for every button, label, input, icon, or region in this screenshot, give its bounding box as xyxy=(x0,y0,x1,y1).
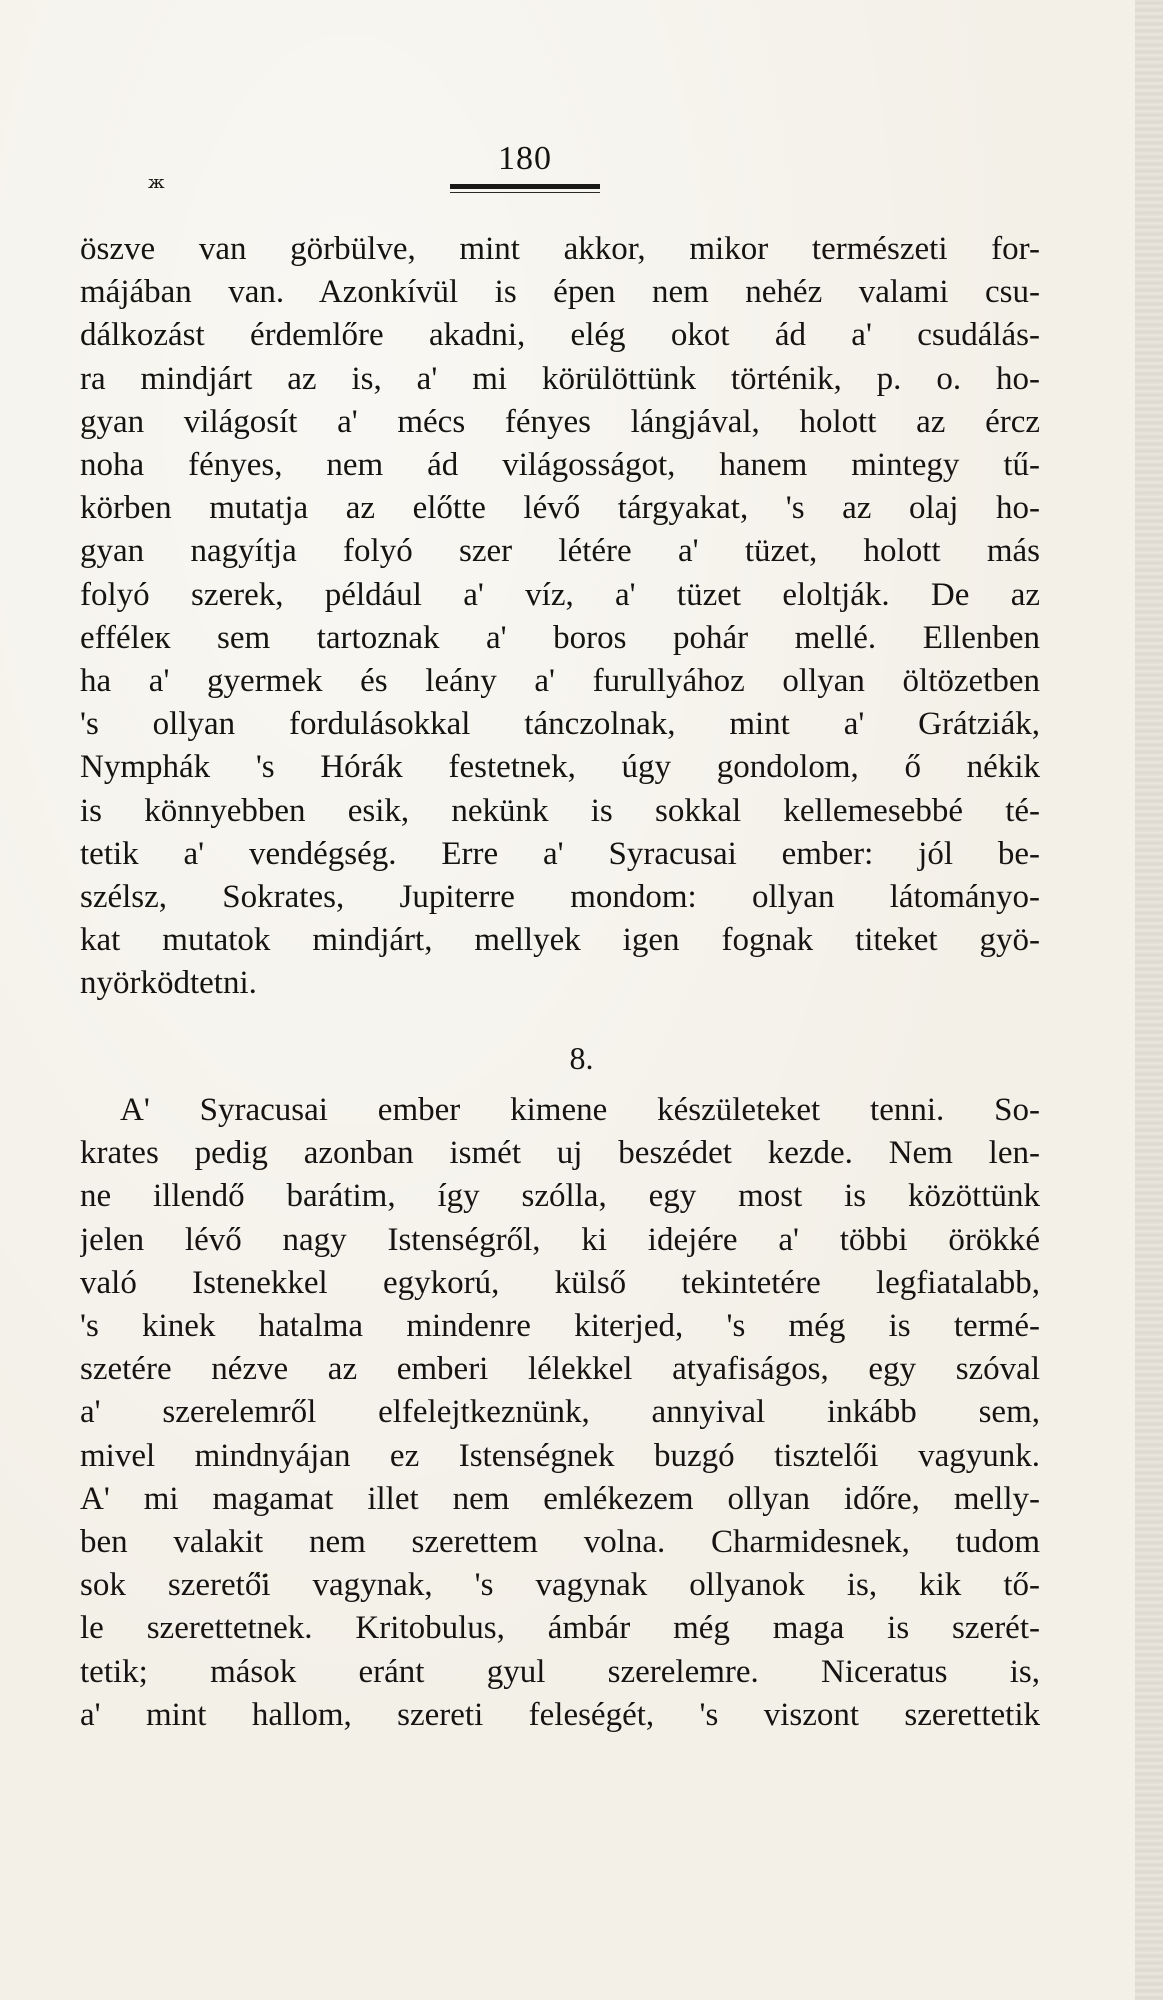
corner-mark: ж xyxy=(148,172,165,193)
header-rule-thick xyxy=(450,184,600,189)
text-line: A' Syracusai ember kimene készületeket tenni. So- xyxy=(120,1092,1040,1128)
text-line: noha fényes, nem ád világosságot, hanem mintegy tű- xyxy=(80,447,1040,484)
text-line: 's kinek hatalma mindenre kiterjed, 's még is termé- xyxy=(80,1308,1040,1345)
text-line: le szerettetnek. Kritobulus, ámbár még maga is szerét- xyxy=(80,1610,1040,1647)
text-line: gyan világosít a' mécs fényes lángjával, holott az ércz xyxy=(80,403,1040,440)
text-line: efféleк sem tartoznak a' boros pohár mellé. Ellenben xyxy=(80,619,1040,656)
text-line: szélsz, Sokrates, Jupiterre mondom: ollyan látományo- xyxy=(80,879,1040,916)
header-rule-thin xyxy=(450,192,600,193)
text-line: tetik; mások eránt gyul szerelemre. Niceratus is, xyxy=(80,1653,1040,1690)
text-line: ra mindjárt az is, a' mi körülöttünk történik, p. o. ho- xyxy=(80,360,1040,397)
text-line: a' szerelemről elfelejtkeznünk, annyival inkább sem, xyxy=(80,1394,1040,1431)
text-line: szetére nézve az emberi lélekkel atyafiságos, egy szóval xyxy=(80,1351,1040,1388)
text-line: gyan nagyítja folyó szer létére a' tüzet, holott más xyxy=(80,533,1040,570)
text-line: 's ollyan fordulásokkal tánczolnak, mint a' Grátziák, xyxy=(80,706,1040,743)
paragraph-1 xyxy=(80,228,1040,1006)
text-line: öszve van görbülve, mint akkor, mikor természeti for- xyxy=(80,231,1040,267)
text-line: a' mint hallom, szereti feleségét, 's viszont szerettetik xyxy=(80,1696,1040,1733)
text-line: sok szerető̈i vagynak, 's vagynak ollyanok is, kik tő- xyxy=(80,1567,1040,1604)
text-line: folyó szerek, például a' víz, a' tüzet eloltják. De az xyxy=(80,576,1040,613)
text-line: A' mi magamat illet nem emlékezem ollyan időre, melly- xyxy=(80,1480,1040,1517)
text-line: májában van. Azonkívül is épen nem nehéz valami csu- xyxy=(80,274,1040,311)
paragraph-2 xyxy=(80,1089,1040,1737)
text-line: ben valakit nem szerettem volna. Charmidesnek, tudom xyxy=(80,1524,1040,1561)
text-line: való Istenekkel egykorú, külső tekintetére legfiatalabb, xyxy=(80,1264,1040,1301)
text-line: tetik a' vendégség. Erre a' Syracusai ember: jól be- xyxy=(80,835,1040,872)
text-line: nyörködtetni. xyxy=(80,965,257,1002)
page-header xyxy=(440,140,610,193)
text-line: kat mutatok mindjárt, mellyek igen fognak titeket gyö- xyxy=(80,922,1040,959)
text-line: ha a' gyermek és leány a' furullyához ollyan öltözetben xyxy=(80,663,1040,700)
text-line: körben mutatja az előtte lévő tárgyakat, 's az olaj ho- xyxy=(80,490,1040,527)
text-line: Nymphák 's Hórák festetnek, úgy gondolom, ő nékik xyxy=(80,749,1040,786)
page-edge-shadow xyxy=(1135,0,1163,2000)
text-line: jelen lévő nagy Istenségről, ki idejére a' többi örökké xyxy=(80,1221,1040,1258)
section-number: 8. xyxy=(569,1040,594,1076)
text-line: ne illendő barátim, így szólla, egy most is közöttünk xyxy=(80,1178,1040,1215)
text-line: krates pedig azonban ismét uj beszédet kezde. Nem len- xyxy=(80,1135,1040,1172)
page-number: 180 xyxy=(498,140,552,177)
text-line: is könnyebben esik, nekünk is sokkal kellemesebbé té- xyxy=(80,792,1040,829)
text-line: dálkozást érdemlőre akadni, elég okot ád a' csudálás- xyxy=(80,317,1040,354)
text-line: mivel mindnyájan ez Istenségnek buzgó tisztelői vagyunk. xyxy=(80,1437,1040,1474)
